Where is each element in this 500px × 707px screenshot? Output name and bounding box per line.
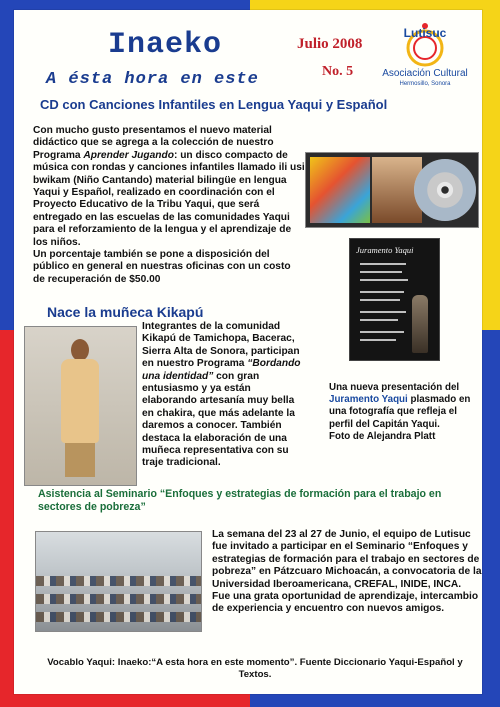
issue-date: Julio 2008 [297,36,363,52]
poster-text-line [360,279,408,281]
vocabulary-footer: Vocablo Yaqui: Inaeko:“A esta hora en este momento”. Fuente Diccionario Yaqui-Español y Textos. [47,657,463,680]
doll-head [71,339,89,361]
poster-text-line [360,331,404,333]
poster-text-line [360,291,404,293]
article-doll-headline: Nace la muñeca Kikapú [47,304,204,320]
caption-text-b: plasmado en una fotografía que refleja el perfil del Capitán Yaqui. [329,394,471,430]
yaqui-captain-silhouette [412,295,428,353]
caption-text-a: Una nueva presentación del [329,382,460,393]
poster-text-line [360,319,398,321]
poster-text-line [360,263,406,265]
newsletter-subtitle: A ésta hora en este [46,70,259,89]
poster-caption [329,382,479,443]
cd-disc [414,159,476,221]
article-doll-text-a: Integrantes de la comunidad Kikapú de Tamichopa, Bacerac, Sierra Alta de Sonora, participan en nuestro Programa [142,321,300,370]
article-doll-text-b: con gran entusiasmo y ya están elaborando artesanía muy bella en chakira, que más adelante la daremos a conocer. También destaca la elaboración de una muñeca representativa con su traje tradicional. [142,370,295,469]
logo-name: Lutisuc [403,26,447,40]
poster-text-line [360,311,406,313]
issue-number: No. 5 [322,64,354,79]
poster-text-line [360,299,400,301]
poster-text-line [360,271,402,273]
doll-legs [65,443,95,477]
article-cd-text-c: Un porcentaje también se pone a disposición del público en general en nuestras oficinas con un costo de recuperación de $50.00 [33,249,291,285]
article-seminar-headline: Asistencia al Seminario “Enfoques y estrategias de formación para el trabajo en sectores de pobreza” [38,488,442,513]
lutisuc-logo [380,20,470,92]
poster-text-line [360,339,396,341]
seminar-attendees-row [36,576,201,586]
article-seminar-text: La semana del 23 al 27 de Junio, el equipo de Lutisuc fue invitado a participar en el Seminario “Enfoques y estrategias de formación para el trabajo en sectores de pobreza” en Pátzcuaro Michoacán, a convocatoria de la Universidad Iberoamericana, CREFAL, INIDE, INCA. Fue una grata oportunidad de aprendizaje, intercambio de experiencia y encuentro con nuevos amigos. [212,529,482,615]
article-cd-headline: CD con Canciones Infantiles en Lengua Yaqui y Español [40,97,388,112]
seminar-photo [35,531,202,632]
poster-title: Juramento Yaqui [356,245,414,255]
article-cd-text-b: : un disco compacto de música con rondas y canciones infantiles llamado ili usi bwikam (Niño Cantando) material bilingüe en lengua Yaqui y Español, realizado en coordinación con el Proyecto Educativo de la Tribu Yaqui, que será entregado en las escuelas de las comunidades Yaqui para el reforzamiento de la lengua y el aprendizaje de los niños. [33,149,305,248]
doll-dress [61,359,99,443]
article-cd-text [33,125,305,286]
program-name-bordando: “Bordando una identidad” [142,358,301,382]
program-name: Aprender Jugando [83,149,174,161]
article-doll-text [142,321,308,470]
logo-city: Hermosillo, Sonora [399,81,451,87]
caption-highlight: Juramento Yaqui [329,394,408,406]
newsletter-title: Inaeko [108,28,223,62]
photo-credit: Foto de Alejandra Platt [329,430,436,442]
cd-case-cover [310,157,370,223]
kikapu-doll-photo [24,326,137,486]
seminar-attendees-row [36,594,201,604]
seminar-attendees-row [36,612,201,622]
article-cd-text-a: Con mucho gusto presentamos el nuevo material didáctico que se agrega a la colección de nuestro Programa [33,125,274,161]
juramento-yaqui-poster [349,238,440,361]
logo-org: Asociación Cultural [382,68,468,79]
cd-photo [305,152,479,228]
